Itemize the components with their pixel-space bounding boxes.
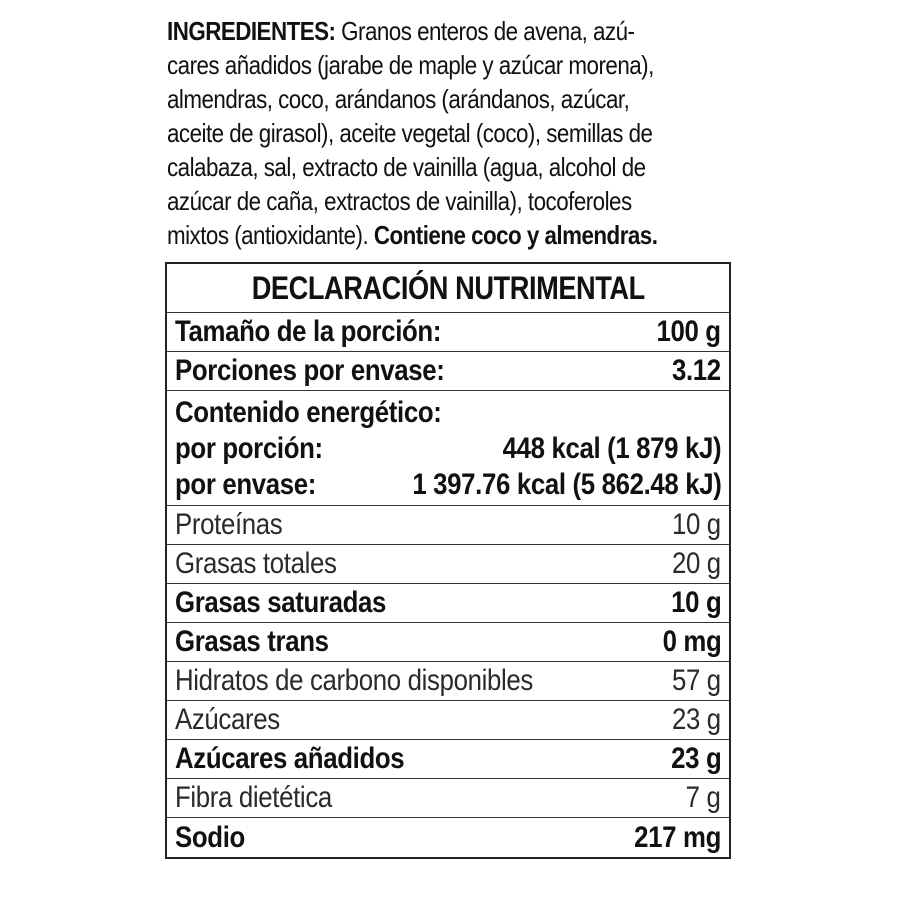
nutrient-row-proteinas <box>167 506 729 545</box>
serving-size-value: 100 g <box>656 315 721 348</box>
nutrient-value: 0 mg <box>662 625 721 658</box>
nutrition-facts-table <box>165 262 731 859</box>
nutrient-row-hidratos-de-carbono-disponibles <box>167 662 729 701</box>
serving-size-label: Tamaño de la porción: <box>175 315 442 348</box>
energy-content-block <box>167 391 729 506</box>
nutrient-value: 23 g <box>670 742 721 775</box>
ingredients-text: mixtos (antioxidante). <box>167 220 374 250</box>
nutrient-row-grasas-saturadas <box>167 584 729 623</box>
servings-per-container-value: 3.12 <box>672 354 721 387</box>
energy-per-serving-label: por porción: <box>175 432 323 465</box>
nutrition-title-row <box>167 264 729 313</box>
nutrient-value: 57 g <box>672 664 721 697</box>
nutrient-label: Azúcares <box>175 703 280 736</box>
energy-per-container-line <box>175 467 721 503</box>
energy-per-container-label: por envase: <box>175 468 317 501</box>
nutrient-label: Grasas totales <box>175 547 337 580</box>
energy-heading-line <box>175 395 721 431</box>
ingredients-line-1 <box>167 14 738 48</box>
nutrient-value: 20 g <box>672 547 721 580</box>
ingredients-line-5: calabaza, sal, extracto de vainilla (agua, alcohol de <box>167 152 646 182</box>
nutrient-value: 23 g <box>672 703 721 736</box>
nutrient-label: Fibra dietética <box>175 781 332 814</box>
ingredients-heading: INGREDIENTES: <box>167 16 336 46</box>
servings-per-container-label: Porciones por envase: <box>175 354 445 387</box>
energy-label: Contenido energético: <box>175 396 442 429</box>
nutrient-row-fibra-dietetica <box>167 779 729 818</box>
ingredients-line-7 <box>167 218 738 252</box>
ingredients-line-3: almendras, coco, arándanos (arándanos, azúcar, <box>167 84 630 114</box>
nutrient-rows <box>167 506 729 857</box>
nutrient-label: Grasas trans <box>175 625 329 658</box>
nutrient-value: 217 mg <box>634 820 721 854</box>
nutrient-label: Azúcares añadidos <box>175 742 405 775</box>
nutrient-value: 10 g <box>672 508 721 541</box>
nutrient-row-grasas-totales <box>167 545 729 584</box>
ingredients-line-6: azúcar de caña, extractos de vainilla), tocoferoles <box>167 186 632 216</box>
energy-per-container-value: 1 397.76 kcal (5 862.48 kJ) <box>411 468 721 501</box>
ingredients-text: Granos enteros de avena, azú- <box>335 16 635 46</box>
nutrient-row-azucares-anadidos <box>167 740 729 779</box>
nutrient-label: Grasas saturadas <box>175 586 387 619</box>
allergen-note: Contiene coco y almendras. <box>373 220 658 250</box>
serving-size-row <box>167 313 729 352</box>
nutrient-row-sodio <box>167 818 729 857</box>
nutrient-label: Hidratos de carbono disponibles <box>175 664 533 697</box>
servings-per-container-row <box>167 352 729 391</box>
nutrition-title: DECLARACIÓN NUTRIMENTAL <box>251 269 645 306</box>
energy-per-serving-line <box>175 431 721 467</box>
nutrient-label: Sodio <box>175 820 245 854</box>
ingredients-line-2: cares añadidos (jarabe de maple y azúcar morena), <box>167 50 654 80</box>
energy-per-serving-value: 448 kcal (1 879 kJ) <box>502 432 721 465</box>
ingredients-line-4: aceite de girasol), aceite vegetal (coco), semillas de <box>167 118 653 148</box>
nutrient-row-azucares <box>167 701 729 740</box>
ingredients-block <box>167 14 738 252</box>
nutrient-value: 7 g <box>686 781 721 814</box>
nutrient-label: Proteínas <box>175 508 283 541</box>
nutrient-value: 10 g <box>670 586 721 619</box>
nutrient-row-grasas-trans <box>167 623 729 662</box>
